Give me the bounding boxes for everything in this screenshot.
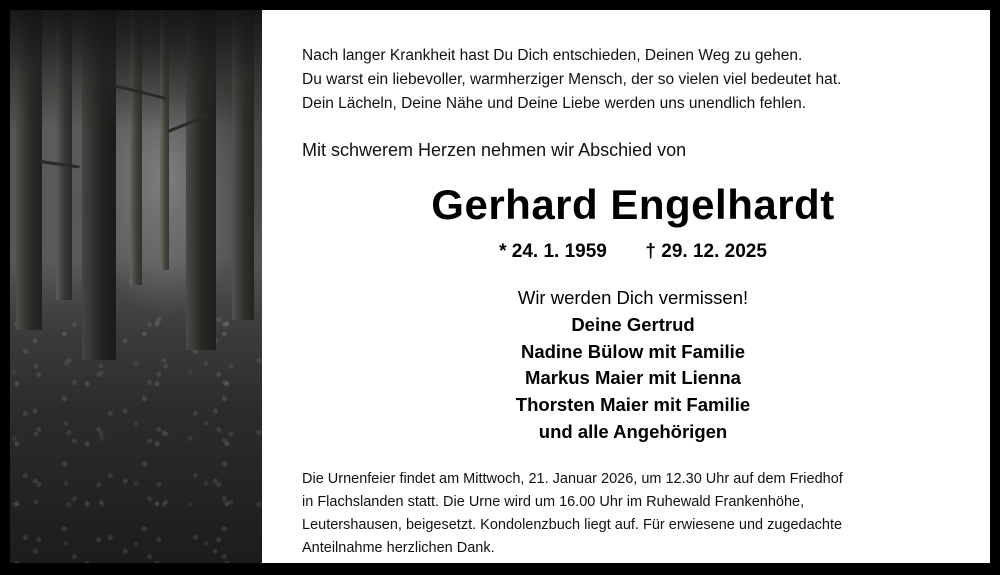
- deceased-name: Gerhard Engelhardt: [431, 181, 835, 229]
- forest-photo: [10, 10, 262, 563]
- family-member: Deine Gertrud: [571, 313, 695, 335]
- intro-line: Du warst ein liebevoller, warmherziger Mensch, der so vielen viel bedeutet hat.: [302, 71, 842, 89]
- farewell-line: Mit schwerem Herzen nehmen wir Abschied von: [302, 140, 687, 161]
- notice-card: [10, 10, 990, 563]
- family-lead: Wir werden Dich vermissen!: [517, 287, 749, 309]
- forest-canopy: [10, 10, 262, 130]
- intro-paragraph: [302, 44, 964, 116]
- family-member: Markus Maier mit Lienna: [525, 367, 741, 389]
- details-line: in Flachslanden statt. Die Urne wird um 16.00 Uhr im Ruhewald Frankenhöhe,: [302, 493, 805, 510]
- notice-text: [262, 10, 990, 563]
- details-line: Die Urnenfeier findet am Mittwoch, 21. Januar 2026, um 12.30 Uhr auf dem Friedhof: [302, 470, 843, 487]
- details-line: Anteilnahme herzlichen Dank.: [302, 539, 495, 556]
- intro-line: Nach langer Krankheit hast Du Dich entschieden, Deinen Weg zu gehen.: [302, 47, 803, 64]
- forest-floor-texture: [10, 313, 262, 563]
- intro-line: Dein Lächeln, Deine Nähe und Deine Liebe werden uns unendlich fehlen.: [302, 95, 807, 113]
- family-member: Nadine Bülow mit Familie: [520, 340, 746, 362]
- family-member: und alle Angehörigen: [538, 421, 728, 443]
- life-dates: [302, 241, 964, 263]
- details-line: Leutershausen, beigesetzt. Kondolenzbuch liegt auf. Für erwiesene und zugedachte: [302, 516, 843, 533]
- family-block: [302, 285, 964, 446]
- ceremony-details: [302, 468, 964, 560]
- birth-date: * 24. 1. 1959: [499, 241, 607, 263]
- family-member: Thorsten Maier mit Familie: [515, 394, 751, 416]
- death-date: † 29. 12. 2025: [645, 241, 767, 263]
